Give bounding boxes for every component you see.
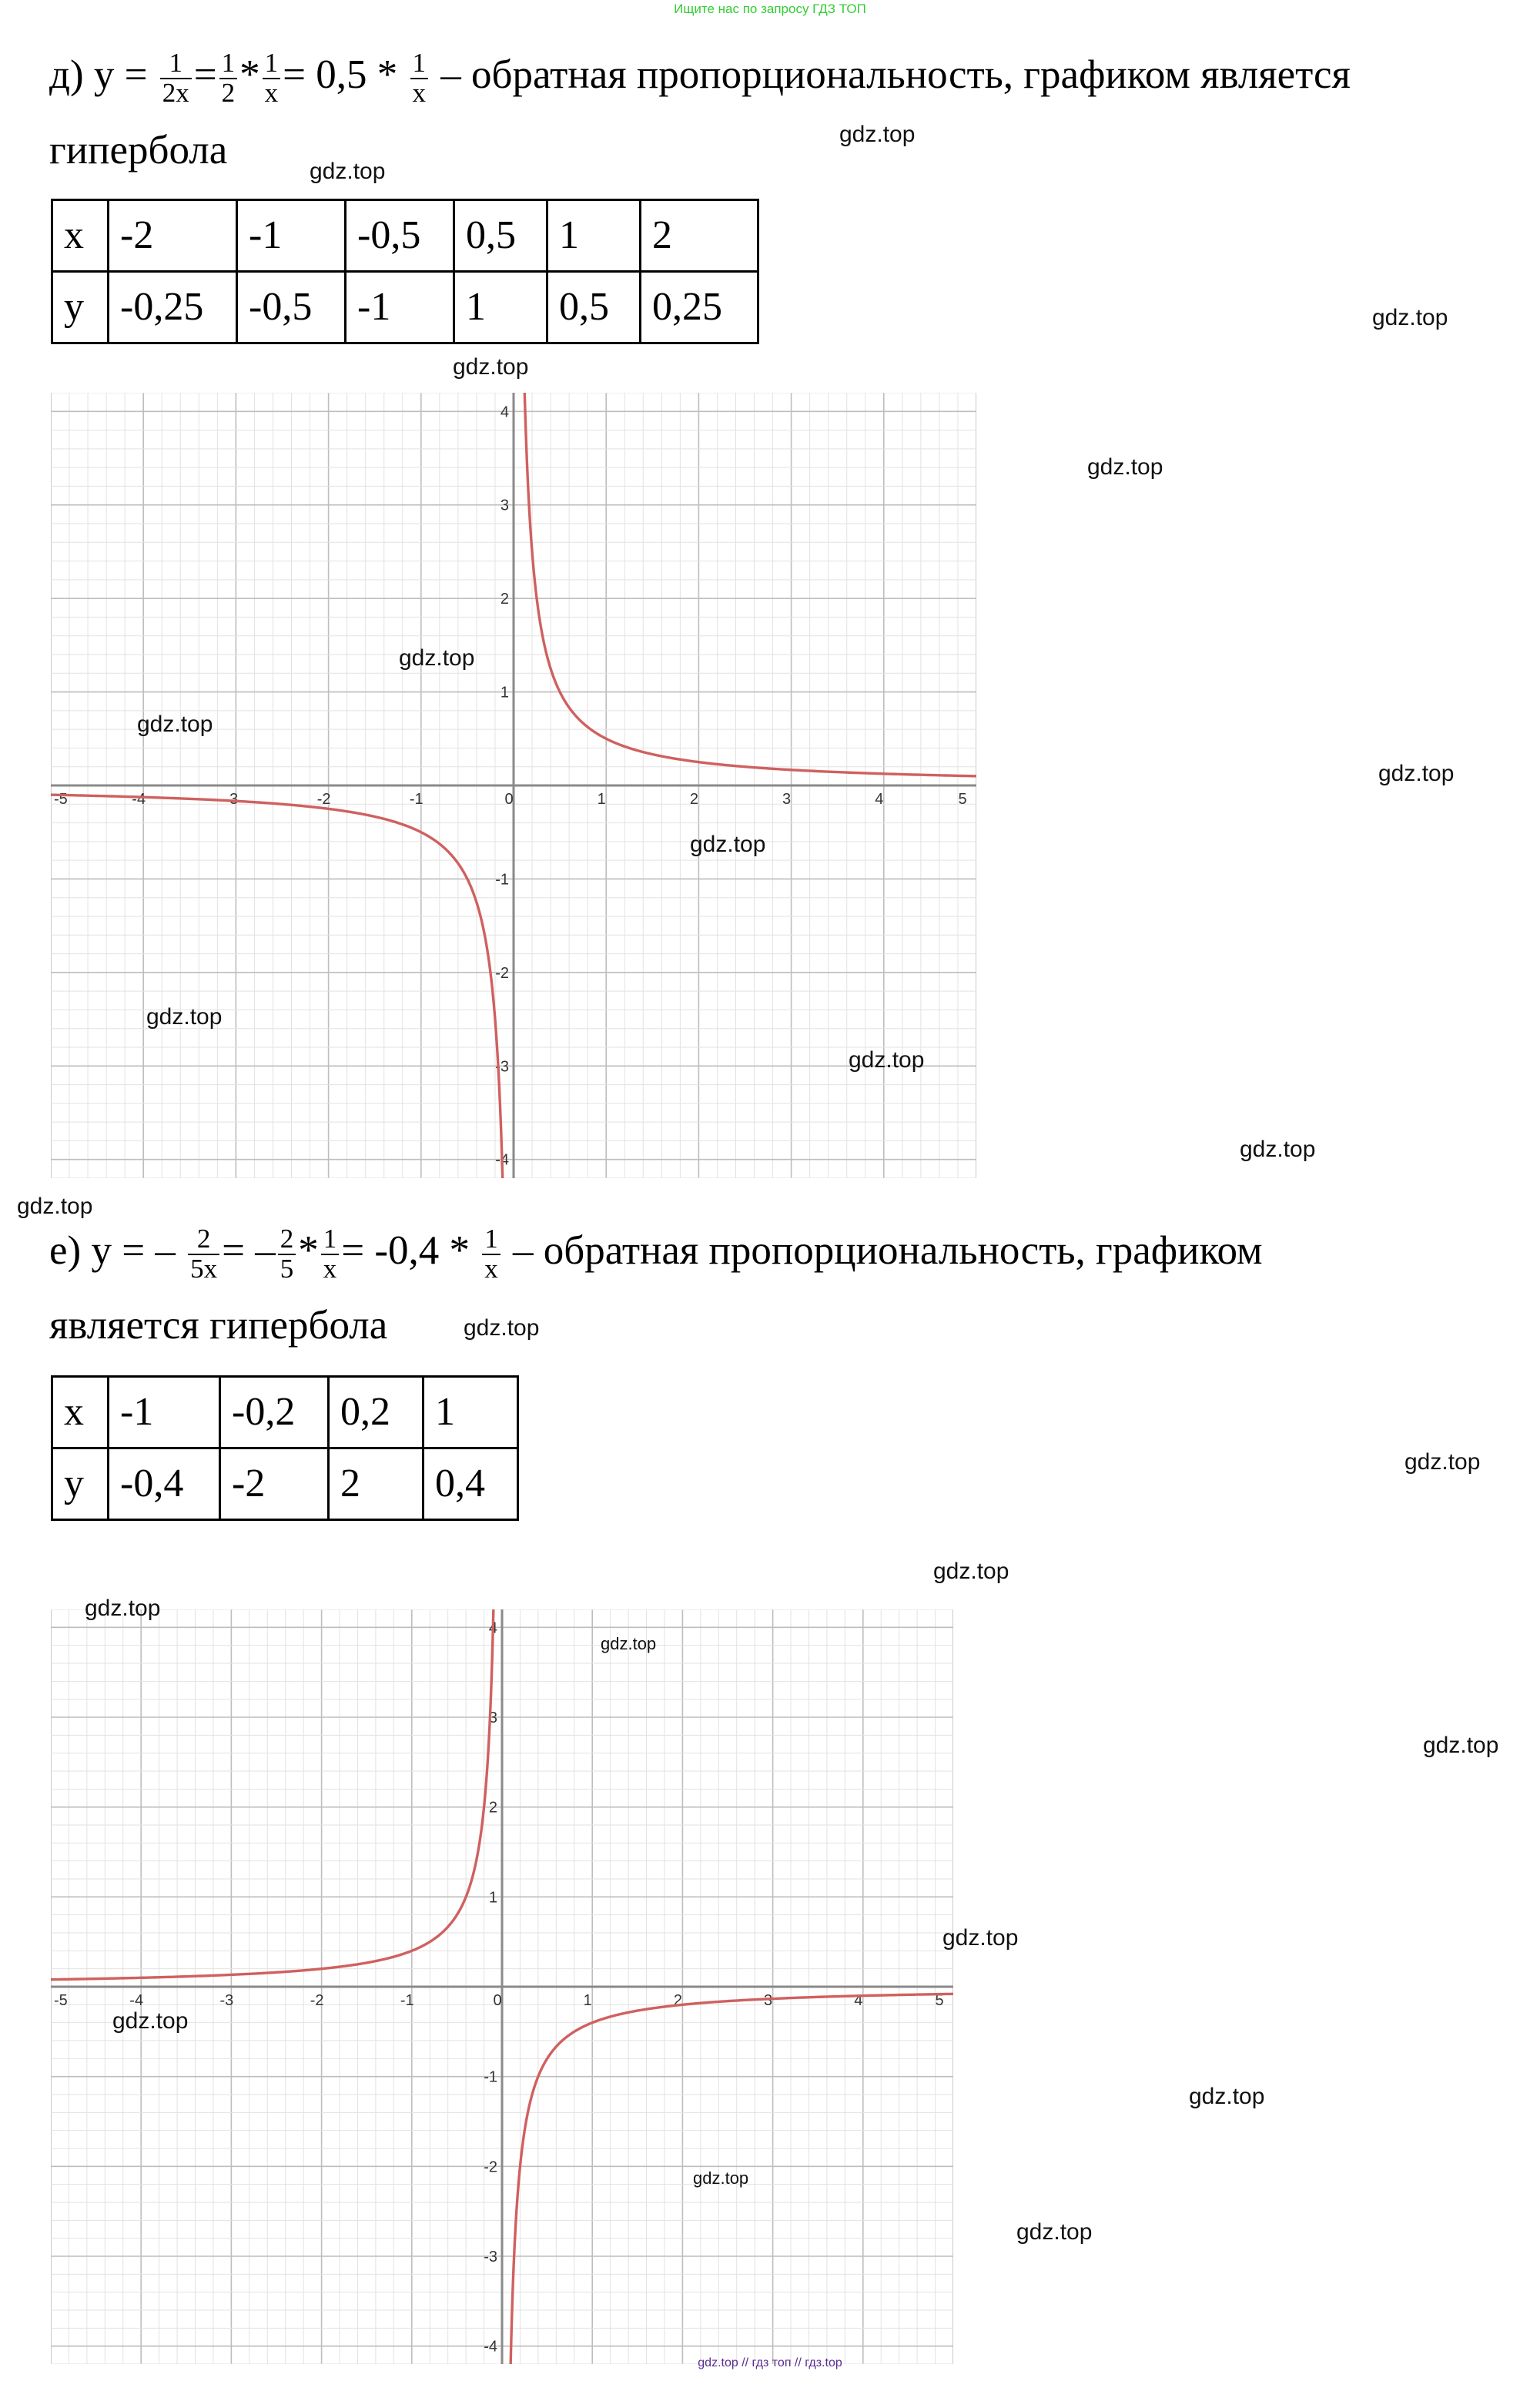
problem-e-description: – обратная пропорциональность, графиком <box>513 1227 1263 1273</box>
x-tick-label: 0 <box>493 1992 502 2009</box>
table-cell: 2 <box>329 1448 424 1520</box>
problem-d-lhs: у <box>93 52 115 97</box>
table-header-cell: x <box>52 1377 109 1448</box>
y-tick-label: -3 <box>495 1058 509 1076</box>
watermark: gdz.top <box>1240 1137 1316 1162</box>
y-tick-label: 3 <box>500 497 509 514</box>
watermark: gdz.top <box>137 712 213 737</box>
watermark: gdz.top <box>310 159 386 184</box>
watermark: gdz.top <box>839 122 916 147</box>
table-cell: -0,5 <box>346 200 454 272</box>
watermark: gdz.top <box>112 2008 189 2034</box>
y-tick-label: 4 <box>500 404 509 421</box>
watermark: gdz.top <box>1378 761 1455 786</box>
curve-branch-left <box>51 795 503 1178</box>
table-cell: 2 <box>641 200 758 272</box>
y-tick-label: -3 <box>484 2249 497 2265</box>
fraction-2-over-5: $\frac{2}{5}$ <box>278 1225 296 1284</box>
fraction-2-over-5x: $\frac{2}{5x}$ <box>188 1225 219 1284</box>
problem-e-coefficient: -0,4 <box>374 1227 440 1273</box>
x-tick-label: -4 <box>129 1992 144 2009</box>
fraction-1-over-2x: $\frac{1}{2x}$ <box>160 49 192 108</box>
watermark: gdz.top <box>693 2168 749 2188</box>
x-tick-label: 4 <box>875 791 884 808</box>
table-cell: -0,4 <box>109 1448 220 1520</box>
x-tick-label: 3 <box>782 791 792 808</box>
y-tick-label: -1 <box>484 2068 497 2086</box>
table-header-cell: y <box>52 1448 109 1520</box>
curve-branch-left <box>51 1609 494 1980</box>
table-cell: 0,5 <box>547 272 641 343</box>
table-cell: -0,2 <box>220 1377 329 1448</box>
top-banner[interactable]: Ищите нас по запросу ГДЗ ТОП <box>674 2 866 16</box>
problem-e-formula: е) у = – $\frac{2}{5x}$ = – $\frac{2}{5}$ * $\frac{1}{x}$ = -0,4 * $\frac{1}{x}$ – обратная пропорциональность, графиком <box>49 1224 1263 1284</box>
problem-d-description: – обратная пропорциональность, графиком является <box>440 52 1351 97</box>
y-tick-label: 1 <box>500 684 509 702</box>
x-tick-label: -1 <box>409 791 424 808</box>
problem-e-label: е) <box>49 1227 82 1273</box>
y-tick-label: 1 <box>488 1889 497 1907</box>
y-tick-label: 4 <box>488 1619 497 1637</box>
table-row <box>52 200 758 272</box>
x-tick-label: -2 <box>310 1992 324 2009</box>
table-cell: 1 <box>547 200 641 272</box>
x-tick-label: 4 <box>854 1992 863 2009</box>
watermark: gdz.top <box>399 645 475 671</box>
y-tick-label: -1 <box>495 871 509 889</box>
values-table-e <box>51 1375 519 1521</box>
watermark: gdz.top <box>1016 2219 1093 2245</box>
table-cell: -1 <box>109 1377 220 1448</box>
table-cell: -1 <box>237 200 346 272</box>
watermark: gdz.top <box>942 1925 1019 1951</box>
x-tick-label: 5 <box>935 1992 944 2009</box>
x-tick-label: 2 <box>673 1992 682 2009</box>
watermark: gdz.top <box>601 1634 657 1653</box>
x-tick-label: 3 <box>764 1992 773 2009</box>
x-tick-label: -3 <box>224 791 239 808</box>
watermark: gdz.top <box>1423 1733 1499 1758</box>
table-header-cell: x <box>52 200 109 272</box>
watermark: gdz.top <box>690 832 766 857</box>
x-tick-label: -4 <box>132 791 146 808</box>
fraction-1-over-x: $\frac{1}{x}$ <box>321 1225 340 1284</box>
fraction-1-over-x: $\frac{1}{x}$ <box>263 49 281 108</box>
hyperbola-graph-d <box>51 393 976 1178</box>
y-tick-label: -4 <box>495 1151 509 1169</box>
watermark: gdz.top <box>85 1596 161 1621</box>
watermark: gdz.top <box>453 354 529 380</box>
x-tick-label: -5 <box>54 791 68 808</box>
watermark: gdz.top <box>17 1194 93 1219</box>
watermark: gdz.top <box>146 1004 223 1030</box>
table-row <box>52 1448 518 1520</box>
watermark: gdz.top <box>1372 305 1448 330</box>
fraction-1-over-x: $\frac{1}{x}$ <box>410 49 429 108</box>
table-cell: 0,25 <box>641 272 758 343</box>
y-tick-label: 2 <box>488 1799 497 1817</box>
x-tick-label: 0 <box>504 791 514 808</box>
problem-e-description-cont: является гипербола <box>49 1303 388 1348</box>
x-tick-label: 1 <box>583 1992 592 2009</box>
footer-links[interactable]: gdz.top // гдз топ // гдз.top <box>698 2356 842 2369</box>
fraction-1-over-x: $\frac{1}{x}$ <box>482 1225 500 1284</box>
problem-d-label: д) <box>49 52 84 97</box>
watermark: gdz.top <box>849 1047 925 1073</box>
problem-d-coefficient: 0,5 <box>316 52 367 97</box>
table-cell: -0,25 <box>109 272 237 343</box>
watermark: gdz.top <box>1189 2084 1265 2109</box>
x-tick-label: 5 <box>958 791 967 808</box>
problem-e-lhs: у <box>91 1227 112 1273</box>
table-cell: -1 <box>346 272 454 343</box>
table-cell: -0,5 <box>237 272 346 343</box>
watermark: gdz.top <box>1404 1449 1481 1475</box>
table-header-cell: y <box>52 272 109 343</box>
values-table-d <box>51 199 759 344</box>
watermark: gdz.top <box>1087 454 1163 480</box>
table-row <box>52 272 758 343</box>
x-tick-label: -5 <box>54 1992 68 2009</box>
table-cell: 1 <box>424 1377 518 1448</box>
table-cell: -2 <box>220 1448 329 1520</box>
y-tick-label: 2 <box>500 591 509 608</box>
y-tick-label: -4 <box>484 2338 497 2356</box>
fraction-1-over-2: $\frac{1}{2}$ <box>219 49 238 108</box>
hyperbola-graph-e <box>51 1609 953 2364</box>
x-tick-label: -3 <box>219 1992 234 2009</box>
problem-d-formula: д) у = $\frac{1}{2x}$ = $\frac{1}{2}$ * $\frac{1}{x}$ = 0,5 * $\frac{1}{x}$ – обратная пропорциональность, графиком является <box>49 48 1351 108</box>
x-tick-label: -1 <box>400 1992 414 2009</box>
table-cell: -2 <box>109 200 237 272</box>
table-cell: 0,4 <box>424 1448 518 1520</box>
curve-branch-right <box>524 393 976 776</box>
problem-d-description-cont: гипербола <box>49 128 228 172</box>
x-tick-label: -2 <box>316 791 331 808</box>
table-cell: 0,2 <box>329 1377 424 1448</box>
watermark: gdz.top <box>464 1315 540 1341</box>
x-tick-label: 2 <box>689 791 698 808</box>
y-tick-label: 3 <box>488 1710 497 1726</box>
y-tick-label: -2 <box>484 2158 497 2176</box>
x-tick-label: 1 <box>597 791 606 808</box>
watermark: gdz.top <box>933 1559 1009 1584</box>
table-cell: 0,5 <box>454 200 547 272</box>
table-cell: 1 <box>454 272 547 343</box>
y-tick-label: -2 <box>495 964 509 982</box>
table-row <box>52 1377 518 1448</box>
